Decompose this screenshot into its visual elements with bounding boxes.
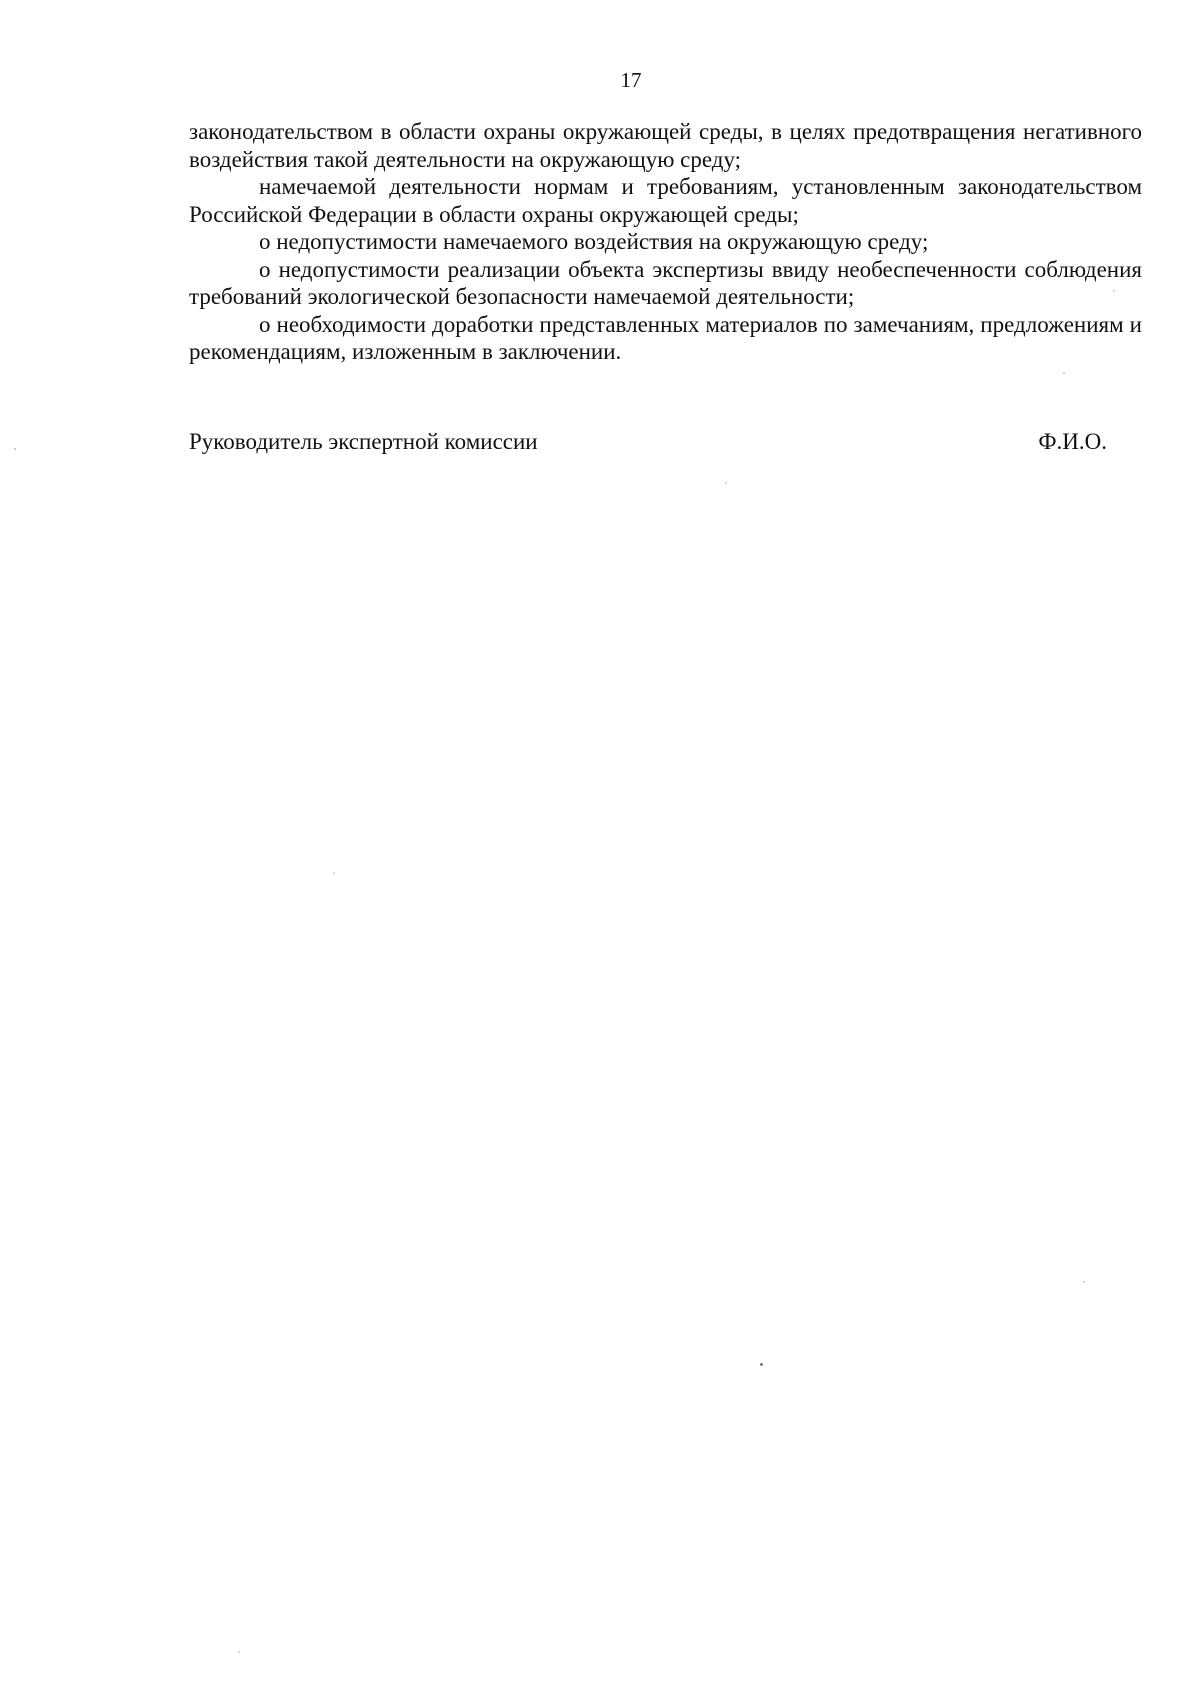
paragraph-inadmissibility-implementation: о недопустимости реализации объекта экспертизы ввиду необеспеченности соблюдения требований экологической безопасности намечаемой деятельности; [189,256,1142,309]
paragraph-revision-needed: о необходимости доработки представленных материалов по замечаниям, предложениям и рекомендациям, изложенным в заключении. [189,311,1142,364]
scan-speck [1063,372,1065,374]
paragraph-compliance: намечаемой деятельности нормам и требованиям, установленным законодательством Российской Федерации в области охраны окружающей среды; [189,174,1142,227]
scan-speck [1113,290,1115,292]
signature-block [189,428,1107,455]
scan-speck [333,872,335,874]
scan-speck [1083,1281,1085,1283]
page-number: 17 [620,68,642,92]
scan-speck [760,1363,763,1366]
document-body [189,118,1142,366]
paragraph-inadmissibility-impact: о недопустимости намечаемого воздействия на окружающую среду; [259,229,929,254]
signatory-name: Ф.И.О. [1038,429,1107,454]
signatory-position: Руководитель экспертной комиссии [189,429,538,454]
scan-speck [725,482,727,484]
paragraph-continuation: законодательством в области охраны окружающей среды, в целях предотвращения негативного воздействия такой деятельности на окружающую среду; [189,119,1142,172]
scan-speck [14,448,16,450]
scan-speck [238,1651,240,1653]
